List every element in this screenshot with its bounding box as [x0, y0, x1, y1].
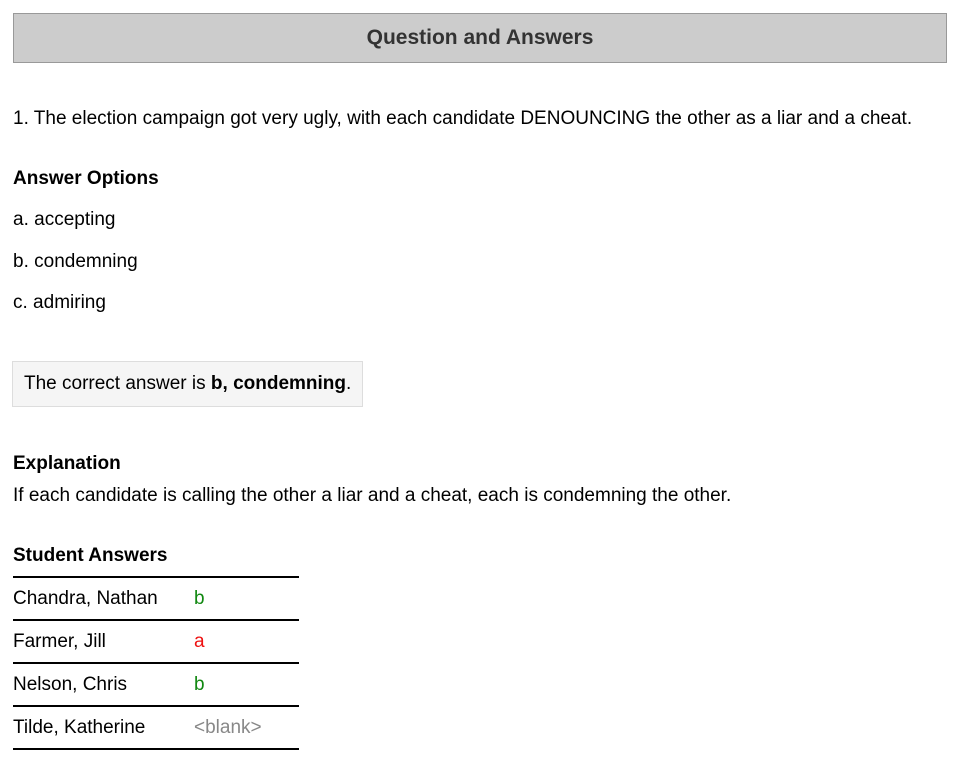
- student-name: Farmer, Jill: [13, 630, 106, 652]
- answer-option-b: b. condemning: [13, 251, 138, 272]
- page-header: [13, 13, 947, 63]
- table-row: [13, 578, 299, 621]
- student-answer: b: [194, 673, 205, 695]
- student-name: Nelson, Chris: [13, 673, 128, 695]
- correct-answer-letter: b: [210, 373, 223, 394]
- student-name: Chandra, Nathan: [13, 587, 158, 609]
- explanation-heading: Explanation: [13, 453, 121, 474]
- student-answer: b: [194, 587, 205, 609]
- answer-option-a: a. accepting: [13, 209, 116, 230]
- correct-answer-prefix: The correct answer is: [24, 373, 211, 394]
- correct-answer-box: [12, 361, 363, 407]
- answer-options-heading: Answer Options: [13, 168, 159, 189]
- student-answers-table: [13, 576, 299, 750]
- student-name: Tilde, Katherine: [13, 716, 146, 738]
- correct-answer-word: condemning: [233, 373, 347, 394]
- table-row: [13, 621, 299, 664]
- explanation-text: If each candidate is calling the other a liar and a cheat, each is condemning the other.: [13, 485, 732, 506]
- page-title: Question and Answers: [366, 26, 594, 49]
- student-answer: <blank>: [194, 716, 262, 738]
- question-text: 1. The election campaign got very ugly, with each candidate DENOUNCING the other as a liar and a cheat.: [13, 108, 913, 129]
- correct-answer-suffix: .: [346, 373, 352, 394]
- table-row: [13, 664, 299, 707]
- table-row: [13, 707, 299, 750]
- answer-option-c: c. admiring: [13, 292, 106, 313]
- student-answer: a: [194, 630, 205, 652]
- correct-answer-separator: ,: [222, 373, 234, 394]
- student-answers-heading: Student Answers: [13, 545, 168, 566]
